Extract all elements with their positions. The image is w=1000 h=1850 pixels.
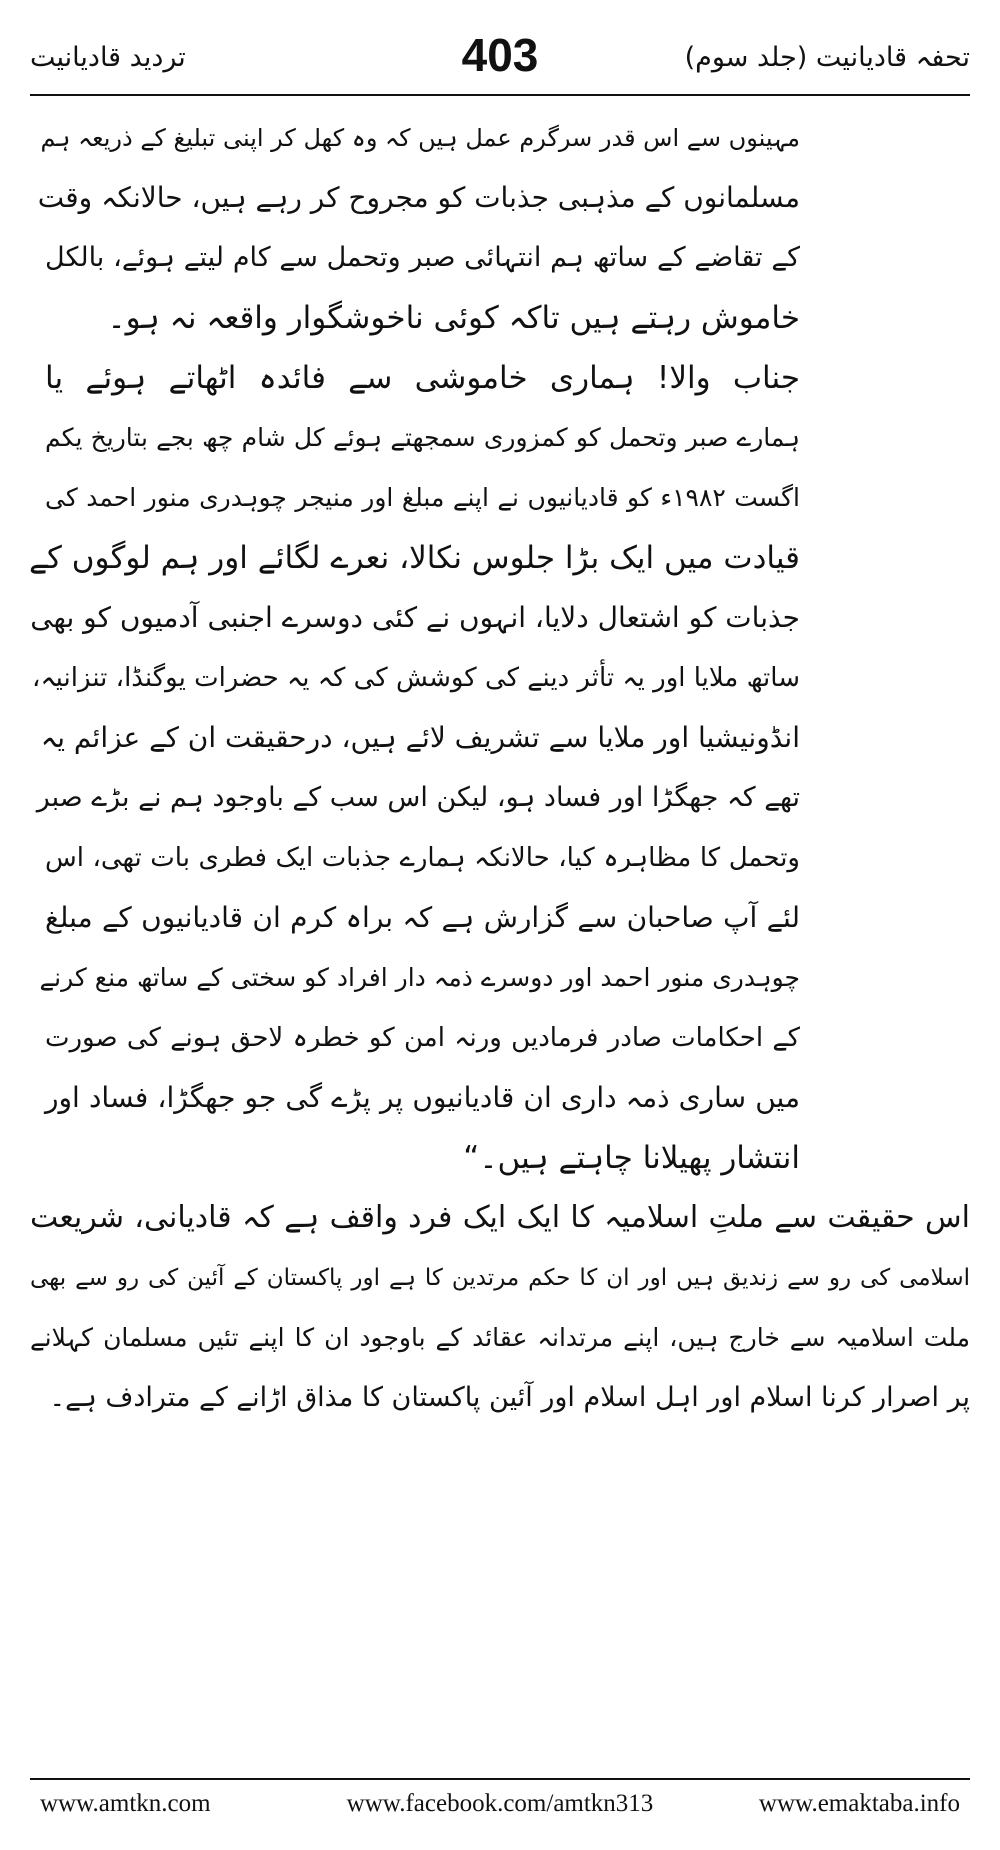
text-line: کے تقاضے کے ساتھ ہم انتہائی صبر وتحمل سے کام لیتے ہوئے، بالکل: [45, 242, 800, 273]
page-header: [30, 28, 970, 94]
text-line: جناب والا! ہماری خاموشی سے فائدہ اٹھاتے ہوئے یا: [45, 360, 800, 396]
text-line: چوہدری منور احمد اور دوسرے ذمہ دار افراد کو سختی کے ساتھ منع کرنے: [39, 963, 800, 992]
body-text: [30, 108, 970, 1428]
footer-link-facebook[interactable]: www.facebook.com/amtkn313: [346, 1790, 654, 1817]
closing-paragraph: [30, 1188, 970, 1428]
text-line: مسلمانوں کے مذہبی جذبات کو مجروح کر رہے ہیں، حالانکہ وقت: [37, 181, 800, 214]
text-line: قیادت میں ایک بڑا جلوس نکالا، نعرے لگائے اور ہم لوگوں کے: [29, 540, 800, 576]
text-line: کے احکامات صادر فرمادیں ورنہ امن کو خطرہ لاحق ہونے کی صورت: [45, 1023, 800, 1053]
text-line: ہمارے صبر وتحمل کو کمزوری سمجھتے ہوئے کل شام چھ بجے بتاریخ یکم: [45, 423, 800, 452]
text-line: جذبات کو اشتعال دلایا، انہوں نے کئی دوسرے اجنبی آدمیوں کو بھی: [30, 601, 800, 634]
book-title: تحفہ قادیانیت (جلد سوم): [684, 42, 970, 73]
text-line: مہینوں سے اس قدر سرگرم عمل ہیں کہ وہ کھل کر اپنی تبلیغ کے ذریعہ ہم: [40, 124, 800, 152]
text-line: انتشار پھیلانا چاہتے ہیں۔“: [463, 1140, 800, 1176]
text-line: اسلامی کی رو سے زندیق ہیں اور ان کا حکم مرتدین کا ہے اور پاکستان کے آئین کی رو سے بھی: [30, 1265, 970, 1291]
text-line: لئے آپ صاحبان سے گزارش ہے کہ براہ کرم ان قادیانیوں کے مبلغ: [45, 901, 800, 934]
text-line: انڈونیشیا اور ملایا سے تشریف لائے ہیں، درحقیقت ان کے عزائم یہ: [40, 721, 800, 754]
page-footer: [40, 1790, 960, 1830]
quoted-passage: [30, 108, 970, 1188]
header-divider: [30, 94, 970, 96]
text-line: میں ساری ذمہ داری ان قادیانیوں پر پڑے گی جو جھگڑا، فساد اور: [45, 1081, 800, 1114]
footer-divider: [30, 1778, 970, 1780]
text-line: تھے کہ جھگڑا اور فساد ہو، لیکن اس سب کے باوجود ہم نے بڑے صبر: [36, 782, 800, 813]
text-line: اس حقیقت سے ملتِ اسلامیہ کا ایک ایک فرد واقف ہے کہ قادیانی، شریعت: [30, 1200, 970, 1235]
text-line: اگست ۱۹۸۲ء کو قادیانیوں نے اپنے مبلغ اور منیجر چوہدری منور احمد کی: [45, 483, 800, 512]
text-line: ملت اسلامیہ سے خارج ہیں، اپنے مرتدانہ عقائد کے باوجود ان کا اپنے تئیں مسلمان کہلانے: [30, 1323, 970, 1352]
text-line: پر اصرار کرنا اسلام اور اہل اسلام اور آئین پاکستان کا مذاق اڑانے کے مترادف ہے۔: [49, 1382, 970, 1413]
text-line: ساتھ ملایا اور یہ تأثر دینے کی کوشش کی کہ یہ حضرات یوگنڈا، تنزانیہ،: [32, 663, 800, 693]
footer-link-amtkn[interactable]: www.amtkn.com: [40, 1790, 211, 1817]
text-line: خاموش رہتے ہیں تاکہ کوئی ناخوشگوار واقعہ نہ ہو۔: [107, 300, 800, 336]
footer-link-emaktaba[interactable]: www.emaktaba.info: [758, 1790, 960, 1817]
text-line: وتحمل کا مظاہرہ کیا، حالانکہ ہمارے جذبات ایک فطری بات تھی، اس: [45, 843, 800, 873]
page-number: 403: [461, 29, 539, 81]
section-title: تردید قادیانیت: [30, 42, 186, 73]
